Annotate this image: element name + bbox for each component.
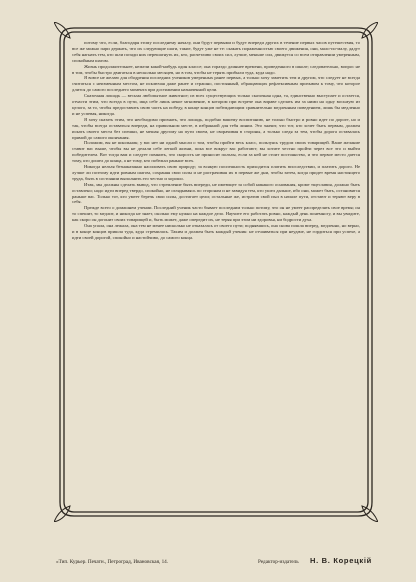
paragraph: Она упала, она лежала, она тем не менее нисколько не отказалась от своего пути; поднявшись, она снова пошла вперед, медленно, но верно, и в конце концов пришла туда, куда стремилась. Таким и должен быть каждый ученик: не отчаиваться при неудаче, не гордиться при успехе, а идти своей дорогой, спокойно и настойчиво, до самого конца.	[72, 223, 360, 240]
editor-name: Н. В. Корецкій	[310, 556, 372, 565]
paragraph: Сказочная лошадь — весьма любопытное животное; из всех существующих только сказочная одна, та, единственно выступает и остается, отчасти этим, что всегда в пути, ища себе лишь некое мгновение, в котором при встрече она вправе сделать им за ними на одну восьмую из целого, за то, чтобы предоставить свою часть на победу, в конце концов побеждающим сравнительно медленным поведением, лишь бы медленно и не успевая, никогда.	[72, 93, 360, 116]
paragraph: Итак, мы должны сделать вывод, что стремление быть впереди, не имеющее за собой никакого основания, кроме тщеславия, должно быть оставлено; надо идти вперед твердо, спокойно, не оглядываясь по сторонам и не завидуя тем, кто ушел дальше, ибо они, может быть, остановятся раньше вас. Только тот, кто умеет беречь свои силы, достигает цели; остальные же, истратив свой пыл в начале пути, отстают и теряют веру в себя.	[72, 181, 360, 205]
article-text	[72, 40, 360, 504]
paragraph: Никогда нельзя безнаказанно насиловать свою природу; за всякую поспешность приходится платить впоследствии, и платить дорого. Не лучше ли поэтому идти ровным шагом, сохраняя свои силы и не растрачивая их в первые же дни, чтобы затем, когда придет время настоящего труда, быть в состоянии выполнить его честно и хорошо.	[72, 164, 360, 181]
printer-imprint: «Тип. Курьер. Печатн., Петроград, Ивановская, 14.	[56, 559, 169, 565]
paragraph: Прежде всего о домашнем учении. Последний ученик часто бывает последним только потому, что он не умеет распределять свое время; он то спешит, то медлит, и никогда не знает, сколько ему нужно на каждое дело. Научите его работать ровно, каждый день понемногу, и вы увидите, как скоро он догонит своих товарищей и, быть может, даже опередит их, не теряя при этом ни здоровья, ни бодрости духа.	[72, 205, 360, 223]
editor-label: Редактор-издатель	[258, 559, 299, 565]
paragraph: Я хочу сказать этим, что необходимо признать, что лошадь, подобно вашему воспитанию, не только быстро и ровно идет по дороге, но и так, чтобы всегда оставаться впереди, на правильном месте, в избранной для тебя линии. Это значит, что тот, кто хочет быть первым, должен искать своего места без спешки, не мешая другому на пути своем, не сворачивая в стороны, а только следя за тем, чтобы дорога оставалась прямой до самого окончания.	[72, 116, 360, 140]
paragraph: Я вовсе не желаю для ободрения последних учеников умеренных ранее первых, а только хочу заметить тем и другим, что следует не всегда считаться с неизменным местом, не исключая даже ранее и страшно, постоянный, обращающих рефлексивным призывом к тому, что которое длится до самого последнего момента при достижении назначенной цели.	[72, 75, 360, 93]
paragraph: Положим, вы не школьник; у вас нет ни одной мысли о том, чтобы пройти весь класс, пользуясь трудом своих товарищей. Ваше желание ставит вас выше, чтобы вы не делали себе легкой жизни, пока все вокруг вас работают; вы хотите честно пройти через все это и выйти победителем. Вот тогда вам и следует помнить, что скорость не приносит пользы, если за ней не стоит постоянство, и что первое место дается тому, кто дошел до конца, а не тому, кто побежал раньше всех.	[72, 140, 360, 164]
paragraph: Жизнь продолжительнее, нежели какой-нибудь один классе; она гораздо длиннее времени, проведенного в школе; следовательно, вопрос не в том, чтобы быстро двигаться в несколько месяцев, но в том, чтобы не терять прибыли туда, куда надо.	[72, 63, 360, 75]
paragraph: потому что, если, благодаря этому последнему началу, они будут первыми и будут впереди других в течение первых часов путешествия, то все же можно пари держать, что их следующие шаги, такие, будут уже не те: скакать пораженностью своего движения, они, мало-по-малу, дадут себя нагнать тем, кто шли позади них перешагнуть их, кто, расчетливо своих сил, лучше, меньше сил, движутся со всем отправлении умеренным, спокойным шагом.	[72, 40, 360, 63]
footer	[56, 556, 376, 568]
